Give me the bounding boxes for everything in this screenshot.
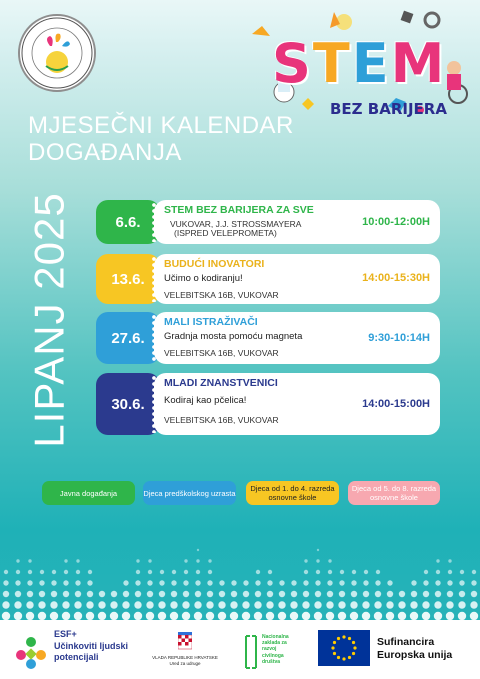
decorative-dot xyxy=(182,612,190,620)
event-title: MLADI ZNANSTVENICI xyxy=(164,377,278,389)
esf-line-1: Učinkoviti ljudski xyxy=(54,641,129,651)
month-label: LIPANJ 2025 xyxy=(26,192,73,448)
decorative-dot xyxy=(122,601,129,608)
decorative-dot xyxy=(255,580,260,585)
decorative-dot xyxy=(123,591,129,597)
decorative-dot xyxy=(88,570,92,574)
decorative-dot xyxy=(410,612,418,620)
decorative-dot xyxy=(398,612,406,620)
decorative-dot xyxy=(183,580,188,585)
event-description: Kodiraj kao pčelica! xyxy=(164,395,247,406)
nzrcd-line-5: društva xyxy=(262,658,281,665)
decorative-dot xyxy=(75,591,81,597)
decorative-dot xyxy=(423,591,429,597)
perforation-divider xyxy=(150,256,158,302)
decorative-dot xyxy=(208,559,211,562)
decorative-dot xyxy=(327,580,332,585)
decorative-dot xyxy=(196,559,199,562)
eu-flag-icon xyxy=(318,630,370,666)
decorative-dot xyxy=(160,570,164,574)
decorative-dot xyxy=(14,612,22,620)
decorative-dot xyxy=(446,601,453,608)
decorative-dot xyxy=(422,601,429,608)
eu-star-icon xyxy=(333,652,336,655)
decorative-dot xyxy=(350,601,357,608)
decorative-dot xyxy=(134,612,142,620)
decorative-dot xyxy=(242,601,249,608)
perforation-divider xyxy=(150,202,158,242)
decorative-dot xyxy=(338,612,346,620)
decorative-dot xyxy=(363,591,369,597)
decorative-dot xyxy=(194,612,202,620)
decorative-dot xyxy=(314,612,322,620)
decorative-dot xyxy=(435,580,440,585)
event-title: MALI ISTRAŽIVAČI xyxy=(164,316,258,328)
decorative-dot xyxy=(63,580,68,585)
decorative-dot xyxy=(448,559,451,562)
decorative-dot xyxy=(40,570,44,574)
decorative-dot xyxy=(340,570,344,574)
decorative-dot xyxy=(315,591,321,597)
decorative-dot xyxy=(242,612,250,620)
decorative-dot xyxy=(374,601,381,608)
decorative-dot xyxy=(326,601,333,608)
decorative-dot xyxy=(50,601,57,608)
decorative-dot xyxy=(194,601,201,608)
event-description: Učimo o kodiranju! xyxy=(164,273,243,284)
event-title: BUDUĆI INOVATORI xyxy=(164,258,265,270)
decorative-dot xyxy=(207,591,213,597)
decorative-dot xyxy=(218,612,226,620)
decorative-dot xyxy=(50,612,58,620)
event-date: 27.6. xyxy=(96,312,160,364)
decorative-dot xyxy=(39,580,44,585)
decorative-dot xyxy=(206,601,213,608)
decorative-dot xyxy=(52,570,56,574)
perforation-divider xyxy=(150,375,158,433)
event-location: VELEBITSKA 16B, VUKOVAR xyxy=(164,415,279,425)
event-time: 14:00-15:00H xyxy=(362,398,430,410)
decorative-dot xyxy=(362,601,369,608)
decorative-dot xyxy=(123,580,128,585)
decorative-dot xyxy=(231,591,237,597)
decorative-dot xyxy=(206,612,214,620)
decorative-dot xyxy=(375,591,381,597)
decorative-dot xyxy=(352,570,356,574)
decorative-dot xyxy=(436,559,439,562)
decorative-dot xyxy=(98,601,105,608)
decorative-dot xyxy=(363,580,368,585)
decorative-dot xyxy=(2,601,9,608)
decorative-dot xyxy=(197,549,199,551)
decorative-dot xyxy=(291,591,297,597)
decorative-dot xyxy=(278,612,286,620)
decorative-dot xyxy=(63,591,69,597)
decorative-dot xyxy=(339,580,344,585)
eu-star-icon xyxy=(352,641,355,644)
decorative-dot xyxy=(15,580,20,585)
event-details xyxy=(154,312,440,364)
decorative-dot xyxy=(472,570,476,574)
decorative-dot xyxy=(86,601,93,608)
decorative-dot xyxy=(184,559,187,562)
decorative-dot xyxy=(304,570,308,574)
gov-line-2: Ured za udruge xyxy=(169,661,201,666)
decorative-dot xyxy=(219,591,225,597)
decorative-dot xyxy=(2,612,10,620)
decorative-dot xyxy=(16,559,19,562)
decorative-dot xyxy=(147,591,153,597)
event-date: 6.6. xyxy=(96,200,160,244)
decorative-dot xyxy=(195,591,201,597)
decorative-dot xyxy=(27,580,32,585)
decorative-dot-pattern xyxy=(0,520,480,620)
decorative-dot xyxy=(339,591,345,597)
decorative-dot xyxy=(26,612,34,620)
event-date: 13.6. xyxy=(96,254,160,304)
decorative-dot xyxy=(267,580,272,585)
stem-word xyxy=(272,32,446,95)
government-office-label xyxy=(150,655,220,667)
decorative-dot xyxy=(147,580,152,585)
decorative-dot xyxy=(446,612,454,620)
decorative-dot xyxy=(316,570,320,574)
event-card xyxy=(96,373,440,435)
decorative-dot xyxy=(74,601,81,608)
decorative-dot xyxy=(76,559,79,562)
decorative-dot xyxy=(435,591,441,597)
decorative-dot xyxy=(423,580,428,585)
event-date: 30.6. xyxy=(96,373,160,435)
event-location-note: (ISPRED VELEPROMETA) xyxy=(174,228,277,238)
decorative-dot xyxy=(290,601,297,608)
decorative-dot xyxy=(122,612,130,620)
decorative-dot xyxy=(303,580,308,585)
decorative-dot xyxy=(64,559,67,562)
decorative-dot xyxy=(374,612,382,620)
decorative-dot xyxy=(172,570,176,574)
stem-letter-t: T xyxy=(312,32,352,95)
decorative-dot xyxy=(28,559,31,562)
decorative-dot xyxy=(254,612,262,620)
decorative-dot xyxy=(434,601,441,608)
page-title-line-2: DOGAĐANJA xyxy=(28,139,182,166)
event-time: 9:30-10:14H xyxy=(368,332,430,344)
month-label-container xyxy=(26,192,73,448)
decorative-dot xyxy=(110,612,118,620)
decorative-dot xyxy=(3,591,9,597)
decorative-dot xyxy=(327,591,333,597)
decorative-dot xyxy=(184,570,188,574)
decorative-dot xyxy=(303,591,309,597)
decorative-dot xyxy=(159,591,165,597)
eu-cofinanced-label xyxy=(377,636,452,662)
legend-grades-1-4: Djeca od 1. do 4. razreda osnovne škole xyxy=(246,481,339,505)
decorative-dot xyxy=(135,580,140,585)
decorative-dot xyxy=(28,570,32,574)
decorative-dot xyxy=(315,580,320,585)
eu-line-1: Sufinancira xyxy=(377,636,435,648)
decorative-dot xyxy=(256,570,260,574)
decorative-dot xyxy=(362,612,370,620)
decorative-dot xyxy=(302,601,309,608)
decorative-dot xyxy=(278,601,285,608)
decorative-dot xyxy=(460,570,464,574)
decorative-dot xyxy=(424,570,428,574)
decorative-dot xyxy=(375,580,380,585)
decorative-dot xyxy=(170,601,177,608)
decorative-dot xyxy=(207,580,212,585)
event-card xyxy=(96,200,440,244)
decorative-dot xyxy=(386,601,393,608)
esf-logo-icon xyxy=(12,633,50,671)
decorative-dot xyxy=(38,612,46,620)
eu-star-icon xyxy=(352,652,355,655)
eu-line-2: Europska unija xyxy=(377,649,453,661)
decorative-dot xyxy=(458,612,466,620)
decorative-dot xyxy=(338,601,345,608)
decorative-dot xyxy=(376,570,380,574)
decorative-dot xyxy=(183,591,189,597)
event-time: 10:00-12:00H xyxy=(362,216,430,228)
decorative-dot xyxy=(314,601,321,608)
decorative-dot xyxy=(254,601,261,608)
decorative-dot xyxy=(51,591,57,597)
decorative-dot xyxy=(399,591,405,597)
decorative-dot xyxy=(146,601,153,608)
decorative-dot xyxy=(4,570,8,574)
decorative-dot xyxy=(219,580,224,585)
eu-star-icon xyxy=(342,657,345,660)
decorative-dot xyxy=(170,612,178,620)
legend-preschool: Djeca predškolskog uzrasta xyxy=(143,481,236,505)
decorative-dot xyxy=(230,612,238,620)
event-title: STEM BEZ BARIJERA ZA SVE xyxy=(164,204,314,216)
eu-star-icon xyxy=(337,656,340,659)
decorative-dot xyxy=(148,559,151,562)
nzrcd-line-2: zaklada za xyxy=(262,640,287,647)
decorative-dot xyxy=(387,580,392,585)
decorative-dot xyxy=(208,570,212,574)
decorative-dot xyxy=(231,580,236,585)
decorative-dot xyxy=(411,591,417,597)
decorative-dot xyxy=(326,612,334,620)
decorative-dot xyxy=(230,601,237,608)
esf-line-2: potencijali xyxy=(54,652,99,662)
decorative-dot xyxy=(243,580,248,585)
organization-seal-logo xyxy=(18,14,96,92)
decorative-dot xyxy=(447,580,452,585)
decorative-dot xyxy=(350,612,358,620)
stem-letter-e: E xyxy=(351,32,391,95)
stem-subtitle: BEZ BARIJERA xyxy=(330,100,447,118)
page-title xyxy=(28,112,294,166)
decorative-dot xyxy=(134,601,141,608)
decorative-dot xyxy=(110,601,117,608)
decorative-dot xyxy=(448,570,452,574)
decorative-dot xyxy=(386,612,394,620)
decorative-dot xyxy=(364,570,368,574)
legend-grades-5-8: Djeca od 5. do 8. razreda osnovne škole xyxy=(348,481,440,505)
decorative-dot xyxy=(14,601,21,608)
eu-star-icon xyxy=(337,637,340,640)
decorative-dot xyxy=(196,570,200,574)
event-card xyxy=(96,254,440,304)
decorative-dot xyxy=(159,580,164,585)
decorative-dot xyxy=(279,580,284,585)
decorative-dot xyxy=(471,580,476,585)
decorative-dot xyxy=(458,601,465,608)
decorative-dot xyxy=(38,601,45,608)
decorative-dot xyxy=(98,612,106,620)
footer xyxy=(0,620,480,679)
decorative-dot xyxy=(255,591,261,597)
decorative-dot xyxy=(471,591,477,597)
page-title-line-1: MJESEČNI KALENDAR xyxy=(28,112,294,139)
event-time: 14:00-15:30H xyxy=(362,272,430,284)
decorative-dot xyxy=(351,591,357,597)
decorative-dot xyxy=(64,570,68,574)
eu-star-icon xyxy=(331,646,334,649)
decorative-dot xyxy=(195,580,200,585)
event-location: VUKOVAR, J.J. STROSSMAYERA xyxy=(170,219,302,229)
esf-program-name xyxy=(54,641,128,663)
event-details xyxy=(154,200,440,244)
decorative-dot xyxy=(135,591,141,597)
nzrcd-logo-icon xyxy=(243,632,259,672)
decorative-dot xyxy=(290,612,298,620)
decorative-dot xyxy=(171,580,176,585)
decorative-dot xyxy=(267,591,273,597)
decorative-dot xyxy=(266,601,273,608)
decorative-dot xyxy=(75,580,80,585)
decorative-dot xyxy=(27,591,33,597)
decorative-dot xyxy=(398,601,405,608)
decorative-dot xyxy=(411,580,416,585)
decorative-dot xyxy=(148,570,152,574)
decorative-dot xyxy=(26,601,33,608)
event-location: VELEBITSKA 16B, VUKOVAR xyxy=(164,348,279,358)
decorative-dot xyxy=(422,612,430,620)
stem-letter-m: M xyxy=(390,32,447,95)
decorative-dot xyxy=(136,559,139,562)
decorative-dot xyxy=(436,570,440,574)
decorative-dot xyxy=(470,612,478,620)
esf-tag: ESF+ xyxy=(54,629,77,639)
legend-public-events: Javna događanja xyxy=(42,481,135,505)
decorative-dot xyxy=(3,580,8,585)
croatia-coat-of-arms-icon xyxy=(178,632,192,652)
decorative-dot xyxy=(410,601,417,608)
decorative-dot xyxy=(317,549,319,551)
decorative-dot xyxy=(304,559,307,562)
decorative-dot xyxy=(268,570,272,574)
stem-letter-s: S xyxy=(272,32,313,95)
eu-star-icon xyxy=(348,637,351,640)
nzrcd-line-4: civilnoga xyxy=(262,652,284,659)
decorative-dot xyxy=(434,612,442,620)
decorative-dot xyxy=(447,591,453,597)
decorative-dot xyxy=(16,570,20,574)
nzrcd-line-3: razvoj xyxy=(262,646,277,653)
decorative-dot xyxy=(76,570,80,574)
decorative-dot xyxy=(459,580,464,585)
decorative-dot xyxy=(87,591,93,597)
decorative-dot xyxy=(15,591,21,597)
eu-star-icon xyxy=(353,646,356,649)
decorative-dot xyxy=(62,601,69,608)
organization-seal-icon xyxy=(20,16,94,90)
decorative-dot xyxy=(87,580,92,585)
decorative-dot xyxy=(51,580,56,585)
decorative-dot xyxy=(171,591,177,597)
decorative-dot xyxy=(291,580,296,585)
decorative-dot xyxy=(266,612,274,620)
decorative-dot xyxy=(470,601,477,608)
decorative-dot xyxy=(243,591,249,597)
eu-star-icon xyxy=(348,656,351,659)
decorative-dot xyxy=(328,559,331,562)
decorative-dot xyxy=(158,601,165,608)
decorative-dot xyxy=(387,591,393,597)
stem-bez-barijera-logo xyxy=(244,8,474,126)
nzrcd-label xyxy=(262,634,289,665)
decorative-dot xyxy=(39,591,45,597)
event-details xyxy=(154,254,440,304)
decorative-dot xyxy=(99,591,105,597)
event-details xyxy=(154,373,440,435)
nzrcd-line-1: Nacionalna xyxy=(262,634,289,640)
decorative-dot xyxy=(351,580,356,585)
decorative-dot xyxy=(316,559,319,562)
perforation-divider xyxy=(150,314,158,362)
decorative-dot xyxy=(302,612,310,620)
decorative-dot xyxy=(62,612,70,620)
decorative-dot xyxy=(328,570,332,574)
decorative-dot xyxy=(136,570,140,574)
event-description: Gradnja mosta pomoću magneta xyxy=(164,331,303,342)
eu-star-icon xyxy=(333,641,336,644)
decorative-dot xyxy=(459,591,465,597)
gov-line-1: VLADA REPUBLIKE HRVATSKE xyxy=(152,655,218,660)
decorative-dot xyxy=(218,601,225,608)
event-card xyxy=(96,312,440,364)
decorative-dot xyxy=(86,612,94,620)
decorative-dot xyxy=(279,591,285,597)
decorative-dot xyxy=(182,601,189,608)
decorative-dot xyxy=(111,591,117,597)
eu-star-icon xyxy=(342,635,345,638)
event-location: VELEBITSKA 16B, VUKOVAR xyxy=(164,290,279,300)
decorative-dot xyxy=(74,612,82,620)
decorative-dot xyxy=(158,612,166,620)
decorative-dot xyxy=(146,612,154,620)
